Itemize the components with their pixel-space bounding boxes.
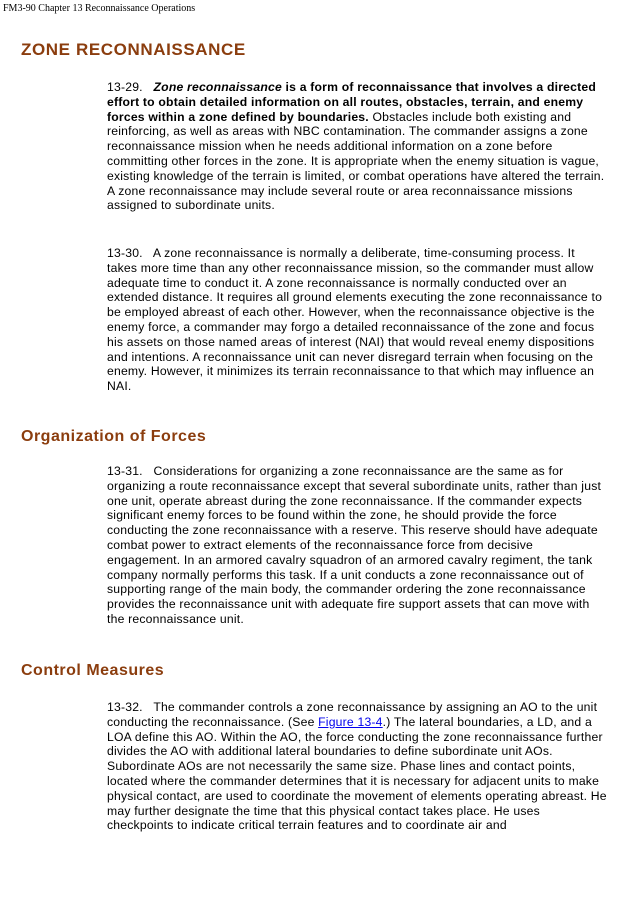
heading-control-measures: Control Measures xyxy=(21,662,165,679)
paragraph-number: 13-29. xyxy=(107,80,143,94)
heading-organization-of-forces: Organization of Forces xyxy=(21,428,207,445)
paragraph-number: 13-30. xyxy=(107,246,143,260)
paragraph-body-before-link: The commander controls a zone reconnaissance by assigning an AO to the unit conducting the reconnaissance. (See xyxy=(107,700,598,729)
defined-term: Zone reconnaissance xyxy=(153,80,282,94)
running-head: FM3-90 Chapter 13 Reconnaissance Operations xyxy=(3,3,196,14)
definition-text: is a form of reconnaissance that involves a directed effort to obtain detailed information on all routes, obstacles, terrain, and enemy forces within a zone defined by boundaries. xyxy=(107,80,597,124)
paragraph-body: Obstacles include both existing and reinforcing, as well as areas with NBC contamination. The commander assigns a zone reconnaissance mission when he needs additional information on a zone before committing other forces in the zone. It is appropriate when the enemy situation is vague, existing knowledge of the terrain is limited, or combat operations have altered the terrain. A zone reconnaissance may include several route or area reconnaissance missions assigned to subordinate units. xyxy=(107,109,605,213)
figure-13-4-link[interactable]: Figure 13-4 xyxy=(318,714,383,729)
paragraph-body: A zone reconnaissance is normally a deliberate, time-consuming process. It takes more time than any other reconnaissance mission, so the commander must allow adequate time to conduct it. A zone reconnaissance is normally conducted over an extended distance. It requires all ground elements executing the zone reconnaissance to be employed abreast of each other. However, when the reconnaissance objective is the enemy force, a commander may forgo a detailed reconnaissance of the zone and focus his assets on those named areas of interest (NAI) that would reveal enemy dispositions and intentions. A reconnaissance unit can never disregard terrain when focusing on the enemy. However, it minimizes its terrain reconnaissance to that which may influence an NAI. xyxy=(107,246,603,394)
section-title: ZONE RECONNAISSANCE xyxy=(21,40,246,59)
paragraph-13-32 xyxy=(107,700,607,833)
paragraph-number: 13-31. xyxy=(107,464,143,478)
paragraph-13-29 xyxy=(107,80,607,213)
paragraph-body: Considerations for organizing a zone reconnaissance are the same as for organizing a route reconnaissance except that several subordinate units, rather than just one unit, operate abreast during the zone reconnaissance. If the commander expects significant enemy forces to be found within the zone, he should provide the force conducting the zone reconnaissance with a reserve. This reserve should have adequate combat power to extract elements of the reconnaissance force from decisive engagement. In an armored cavalry squadron of an armored cavalry regiment, the tank company normally performs this task. If a unit conducts a zone reconnaissance out of supporting range of the main body, the commander ordering the zone reconnaissance provides the reconnaissance unit with adequate fire support assets that can move with the reconnaissance unit. xyxy=(107,464,602,626)
paragraph-number: 13-32. xyxy=(107,700,143,714)
paragraph-13-31 xyxy=(107,464,607,627)
paragraph-13-30 xyxy=(107,246,607,394)
paragraph-body-after-link: .) The lateral boundaries, a LD, and a LOA define this AO. Within the AO, the force conducting the zone reconnaissance further divides the AO with additional lateral boundaries to define subordinate unit AOs. Subordinate AOs are not necessarily the same size. Phase lines and contact points, located where the commander determines that it is necessary for adjacent units to make physical contact, are used to coordinate the movement of elements operating abreast. He may further designate the time that this physical contact takes place. He uses checkpoints to indicate critical terrain features and to coordinate air and xyxy=(107,714,607,833)
